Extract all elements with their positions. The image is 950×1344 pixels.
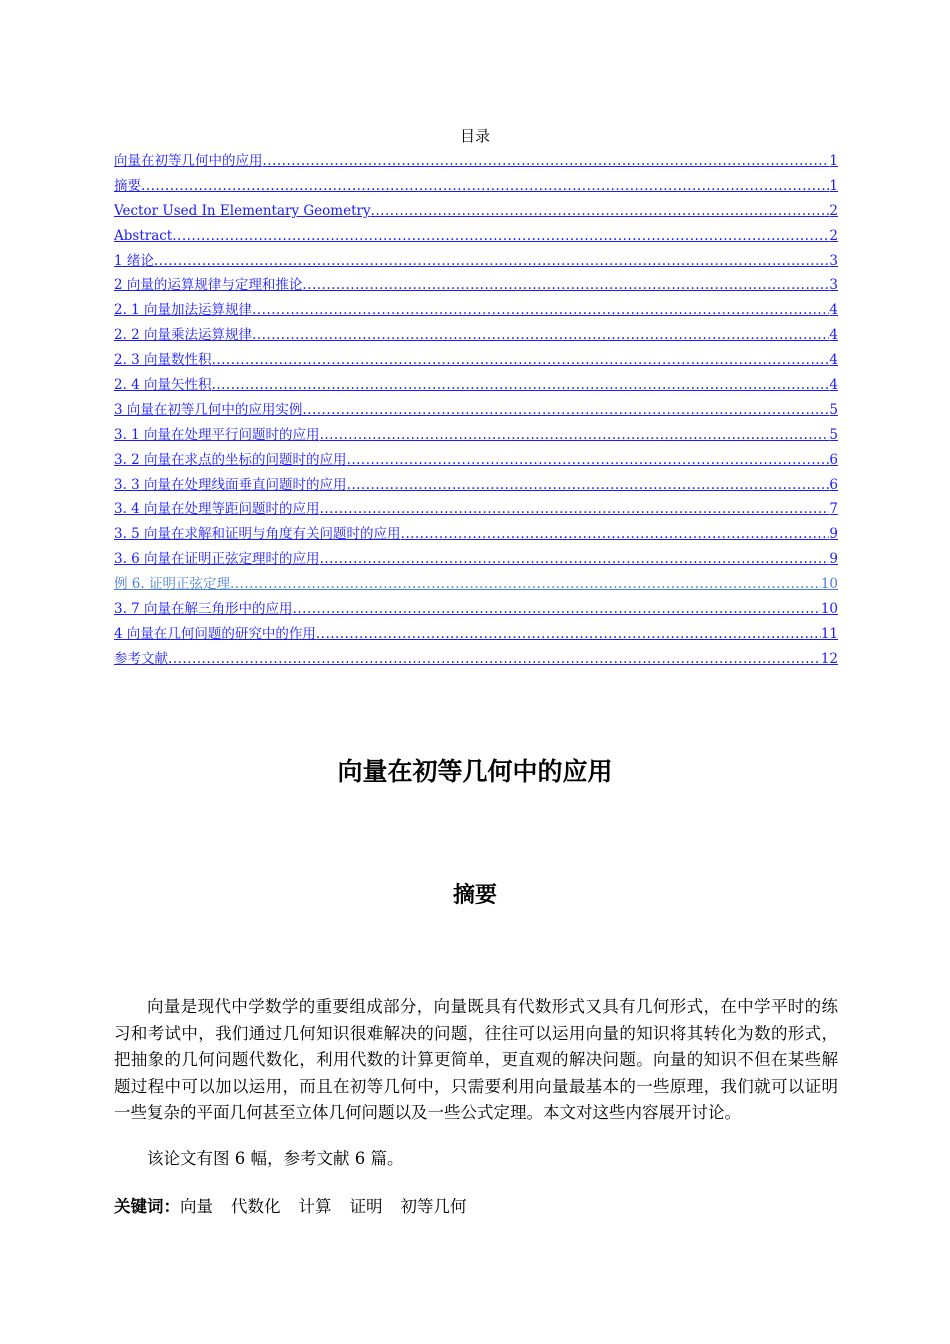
- toc-entry-section-3-1[interactable]: 3. 1 向量在处理平行问题时的应用 ..... 5: [114, 424, 838, 449]
- toc-entry-section-3[interactable]: 3 向量在初等几何中的应用实例 ..... 5: [114, 399, 838, 424]
- keyword: 初等几何: [400, 1197, 467, 1216]
- toc-entry-references[interactable]: 参考文献 ..... 12: [114, 648, 838, 673]
- keyword: 证明: [349, 1197, 383, 1216]
- toc-entry-section-3-7[interactable]: 3. 7 向量在解三角形中的应用 ..... 10: [114, 598, 838, 623]
- keywords-line: [114, 1194, 838, 1220]
- toc-entry-abstract-cn[interactable]: 摘要 ..... 1: [114, 175, 838, 200]
- keyword: 计算: [298, 1197, 332, 1216]
- toc-entry-section-3-6[interactable]: 3. 6 向量在证明正弦定理时的应用 ..... 9: [114, 548, 838, 573]
- toc-title: 目录: [459, 127, 490, 145]
- toc-entry-section-2-2[interactable]: 2. 2 向量乘法运算规律 ..... 4: [114, 324, 838, 349]
- abstract-paragraph: 向量是现代中学数学的重要组成部分，向量既具有代数形式又具有几何形式，在中学平时的练习和考试中，我们通过几何知识很难解决的问题，往往可以运用向量的知识将其转化为数的形式，把抽象的几何问题代数化，利用代数的计算更简单，更直观的解决问题。向量的知识不但在某些解题过程中可以加以运用，而且在初等几何中，只需要利用向量最基本的一些原理，我们就可以证明一些复杂的平面几何甚至立体几何问题以及一些公式定理。本文对这些内容展开讨论。: [114, 997, 838, 1123]
- toc-entry-section-2-1[interactable]: 2. 1 向量加法运算规律 ..... 4: [114, 299, 838, 324]
- toc-entry-section-3-2[interactable]: 3. 2 向量在求点的坐标的问题时的应用 ..... 6: [114, 449, 838, 474]
- toc-entry-title[interactable]: 向量在初等几何中的应用 ..... 1: [114, 150, 838, 175]
- toc-entry-title-en[interactable]: Vector Used In Elementary Geometry ..... 2: [114, 200, 838, 225]
- document-title: 向量在初等几何中的应用: [337, 757, 613, 786]
- toc-entry-abstract-en[interactable]: Abstract ..... 2: [114, 225, 838, 250]
- toc-entry-section-2-4[interactable]: 2. 4 向量矢性积 ..... 4: [114, 374, 838, 399]
- toc-entry-section-4[interactable]: 4 向量在几何问题的研究中的作用 ..... 11: [114, 623, 838, 648]
- abstract-heading: 摘要: [452, 883, 497, 908]
- toc-entry-section-2-3[interactable]: 2. 3 向量数性积 ..... 4: [114, 349, 838, 374]
- toc-entry-section-3-3[interactable]: 3. 3 向量在处理线面垂直问题时的应用 ..... 6: [114, 474, 838, 499]
- summary-line: 该论文有图 6 幅，参考文献 6 篇。: [147, 1149, 404, 1168]
- toc-entry-section-3-5[interactable]: 3. 5 向量在求解和证明与角度有关问题时的应用 ..... 9: [114, 523, 838, 548]
- toc-entry-example-6[interactable]: 例 6. 证明正弦定理 ..... 10: [114, 573, 838, 598]
- table-of-contents: [114, 150, 838, 673]
- toc-entry-section-1[interactable]: 1 绪论 ..... 3: [114, 250, 838, 275]
- keyword: 向量: [180, 1197, 213, 1216]
- toc-entry-section-3-4[interactable]: 3. 4 向量在处理等距问题时的应用 ..... 7: [114, 498, 838, 523]
- keyword: 代数化: [231, 1197, 281, 1216]
- toc-entry-section-2[interactable]: 2 向量的运算规律与定理和推论 ..... 3: [114, 274, 838, 299]
- keywords-label: 关键词：: [114, 1197, 180, 1216]
